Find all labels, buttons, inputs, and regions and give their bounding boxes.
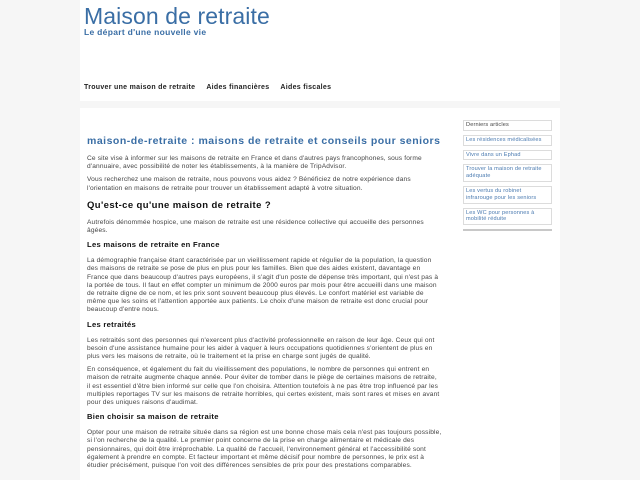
subsection-heading: Bien choisir sa maison de retraite	[87, 412, 219, 422]
paragraph: Les retraités sont des personnes qui n'exercent plus d'activité professionnelle en raison de leur âge. Ceux qui ont besoin d'une assistance humaine pour les aider à vaquer à leurs occupations quotidiennes s'orientent de plus en plus vers les maisons de retraite, où le traitement et la prise en charge sont jugés de qualité.	[87, 336, 435, 361]
sidebar-article-link[interactable]: Les vertus du robinet infrarouge pour les seniors	[463, 186, 552, 204]
sidebar	[463, 120, 552, 231]
site-header	[80, 0, 560, 101]
site-title[interactable]: Maison de retraite	[84, 3, 270, 29]
sidebar-article-link[interactable]: Vivre dans un Ephad	[463, 150, 552, 161]
main-article	[87, 135, 442, 475]
main-nav	[84, 84, 331, 91]
page-title: maison-de-retraite : maisons de retraite et conseils pour seniors	[87, 135, 441, 147]
content-panel	[80, 108, 560, 480]
nav-item-find-retirement-home[interactable]: Trouver une maison de retraite	[84, 84, 196, 91]
intro-paragraph: Ce site vise à informer sur les maisons de retraite en France et dans d'autres pays francophones, sous forme d'annuaire, avec possibilité de noter les établissements, à la manière de TripAdvisor.	[87, 155, 422, 171]
intro-paragraph: Vous recherchez une maison de retraite, nous pouvons vous aidez ? Bénéficiez de notre expérience dans l'orientation en maisons de retraite pour trouver un établissement adapté à votre situation.	[87, 176, 411, 192]
paragraph: En conséquence, et également du fait du vieillissement des populations, le nombre de personnes qui entrent en maison de retraite augmente chaque année. Pour éviter de tomber dans le piège de certaines maisons de retraite, il est essentiel d'être bien informé sur celle que l'on choisira. Attention toutefois à ne pas être trop influencé par les multiples reportages TV sur les maisons de retraite horribles, qui certes existent, mais sont rares et mises en avant pour des uniques raisons d'audimat.	[87, 366, 440, 407]
sidebar-article-link[interactable]: Les résidences médicalisées	[463, 135, 552, 146]
subsection-heading: Les retraités	[87, 319, 137, 329]
nav-item-financial-aid[interactable]: Aides financières	[206, 84, 270, 91]
paragraph: Opter pour une maison de retraite située dans sa région est une bonne chose mais cela n'est pas toujours possible, si l'on recherche de la qualité. Le premier point concerne de la prise en charge alimentaire et médicale des pensionnaires, qui doit être irréprochable. La qualité de l'accueil, l'environnement général et l'accessibilité sont également à prendre en compte. Et facteur important et même décisif pour nombre de personnes, le prix est à étudier précisément, puisque l'on voit des différences sensibles de prix pour des prestations comparables.	[87, 429, 442, 470]
paragraph: Autrefois dénommée hospice, une maison de retraite est une résidence collective qui accueille des personnes âgées.	[87, 218, 424, 235]
nav-item-tax-aid[interactable]: Aides fiscales	[280, 84, 332, 91]
subsection-heading: Les maisons de retraite en France	[87, 240, 220, 250]
sidebar-title: Derniers articles	[463, 120, 552, 131]
sidebar-article-link[interactable]: Les WC pour personnes à mobilité réduite	[463, 208, 552, 226]
section-heading: Qu'est-ce qu'une maison de retraite ?	[87, 199, 272, 211]
sidebar-article-link[interactable]: Trouver la maison de retraite adéquate	[463, 164, 552, 182]
site-tagline: Le départ d'une nouvelle vie	[84, 27, 207, 37]
sidebar-divider	[463, 229, 552, 231]
paragraph: La démographie française étant caractérisée par un vieillissement rapide et régulier de la population, la question des maisons de retraite se pose de plus en plus pour les familles. Bien que des aides existent, davantage en France que dans beaucoup d'autres pays européens, il s'agit d'un poste de dépense très important, qui n'est pas à la portée de tous. Il faut en effet compter un minimum de 2000 euros par mois pour être accueilli dans une maison de retraite digne de ce nom, et les prix sont souvent beaucoup plus élevés. Le confort matériel est variable de même que les soins et l'attention apportée aux patients. Le choix d'une maison de retraite est donc crucial pour beaucoup d'entre nous.	[87, 257, 439, 314]
